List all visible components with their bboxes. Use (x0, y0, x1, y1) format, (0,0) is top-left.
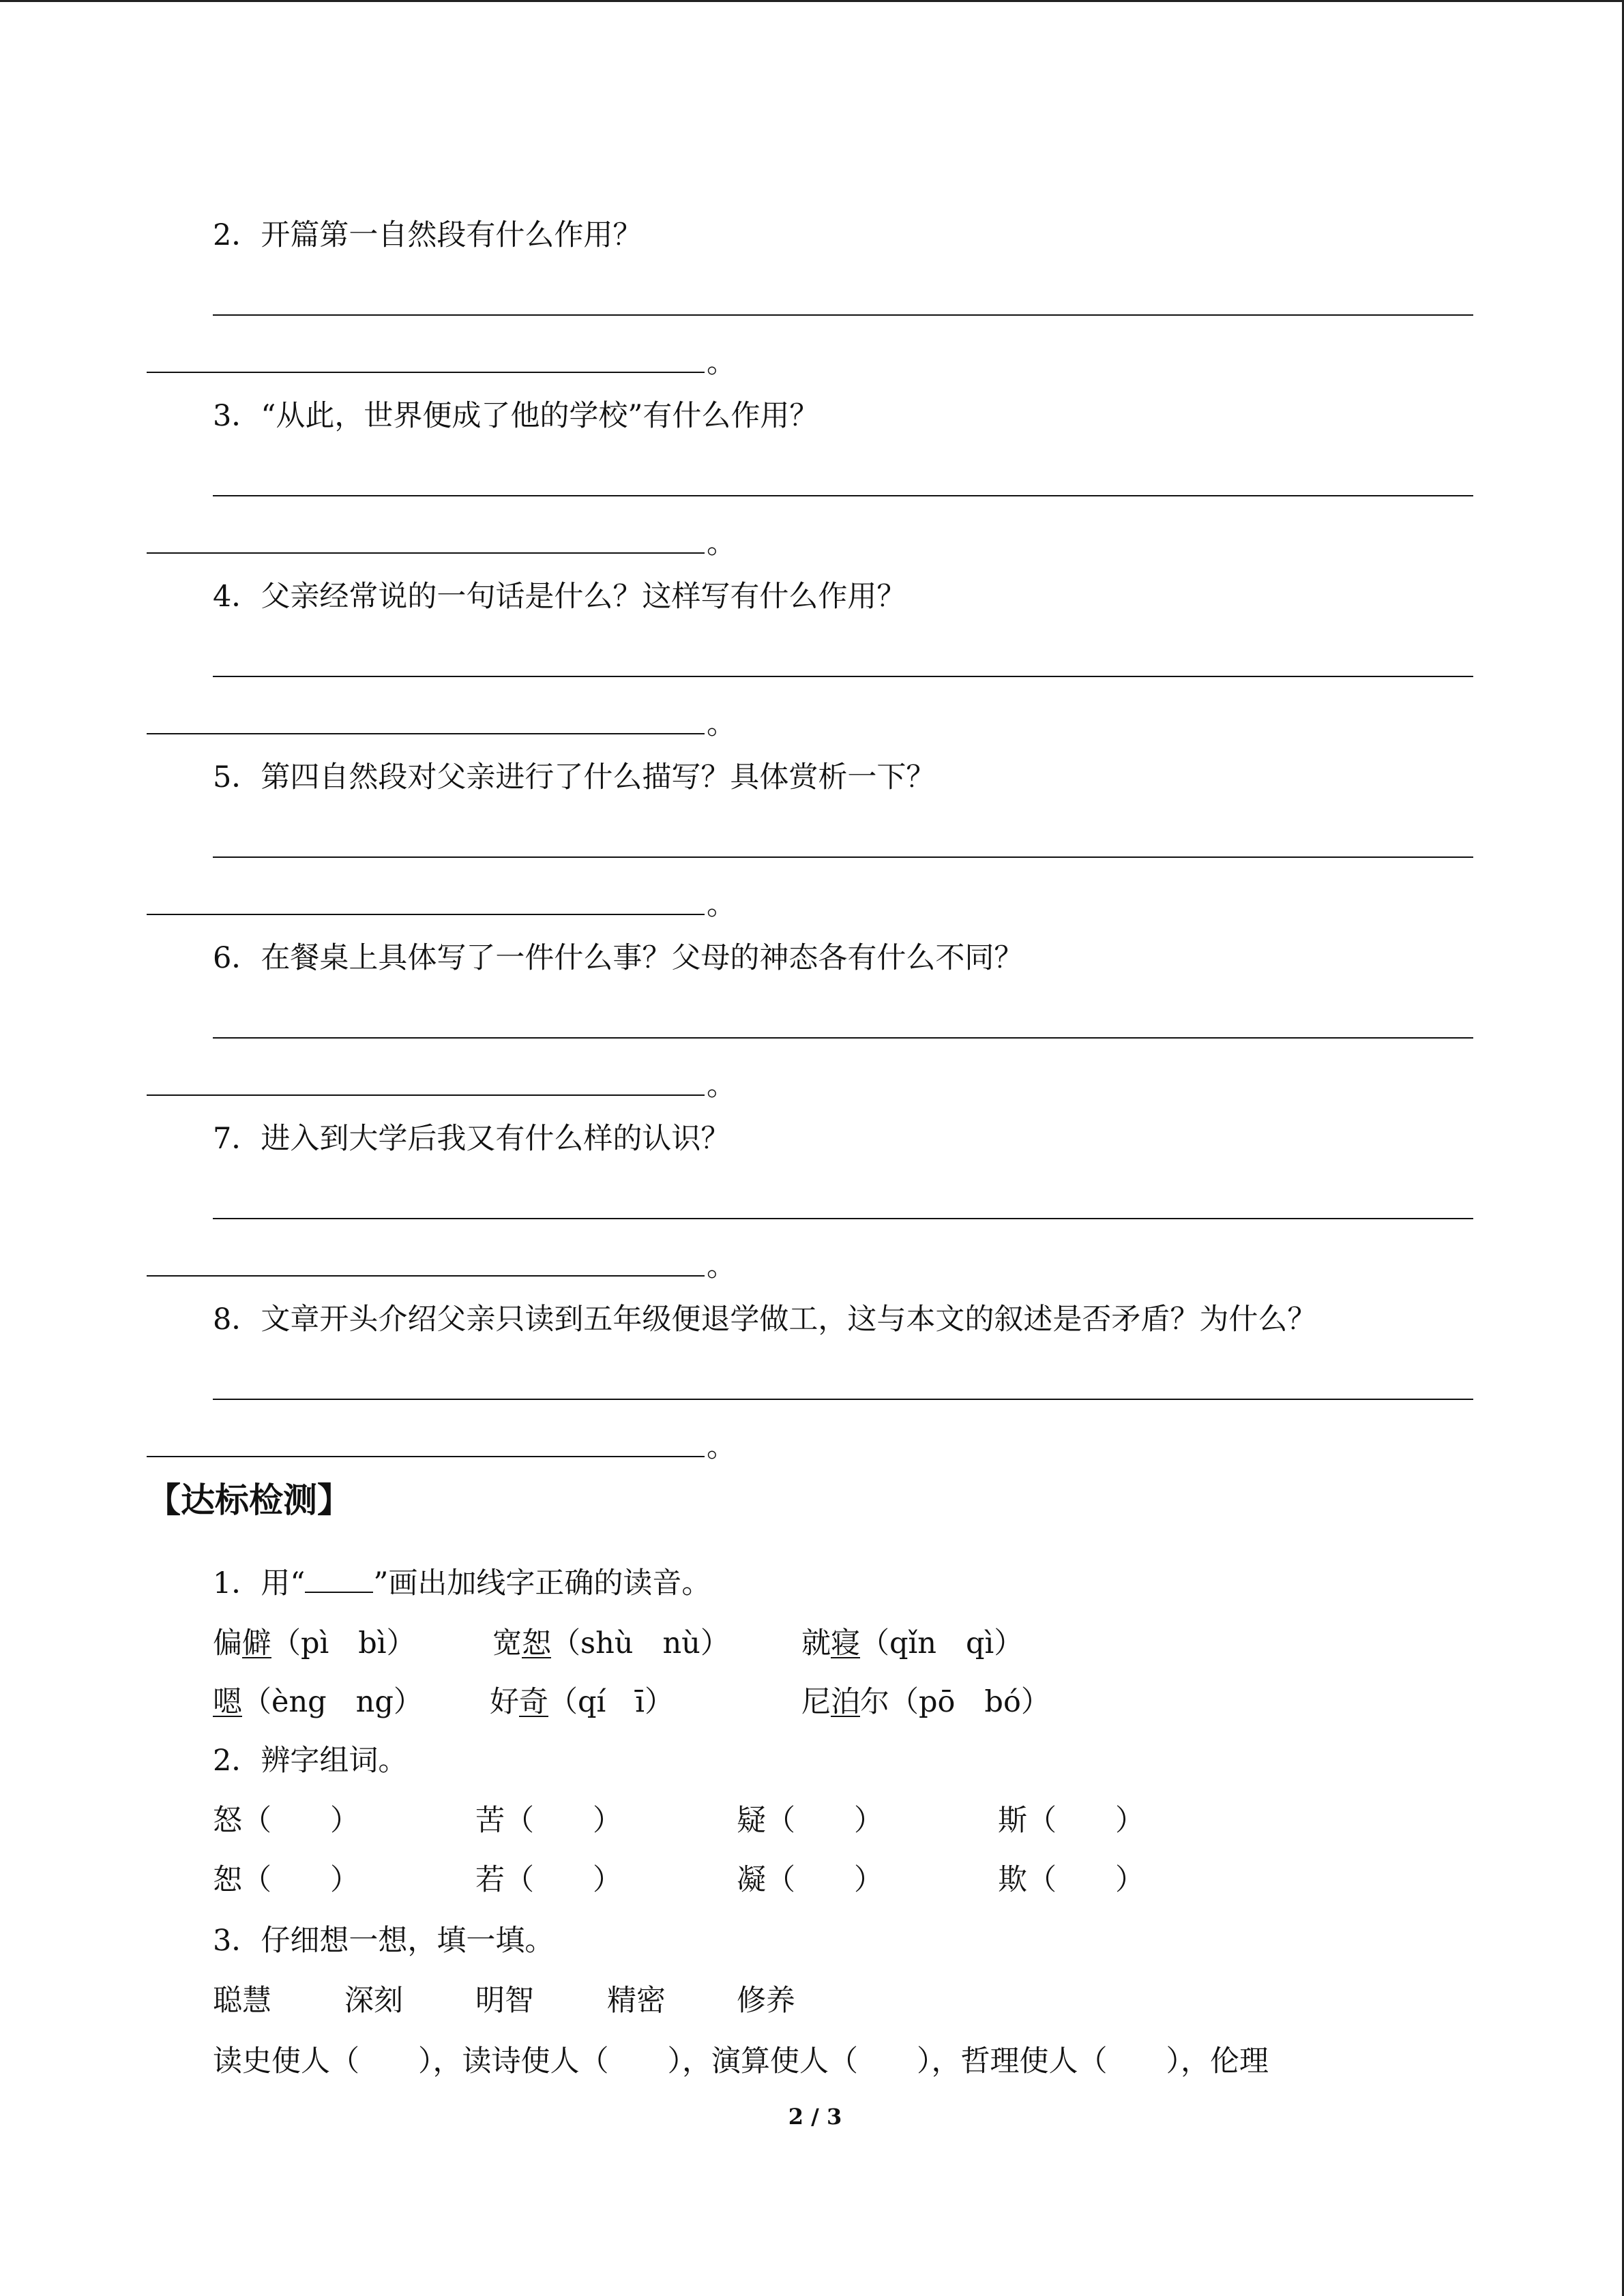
char-underlined: 僻 (242, 1626, 271, 1660)
pinyin-options: （èng ng） (242, 1685, 423, 1719)
task-1-instruction (213, 1563, 711, 1604)
char-underlined: 泊 (831, 1685, 860, 1719)
word-option: 聪慧 (213, 1984, 271, 2018)
char-plain: 宽 (492, 1626, 522, 1660)
period: 。 (707, 526, 736, 561)
period: 。 (707, 346, 736, 380)
period: 。 (707, 707, 736, 741)
section-title: 【达标检测】 (147, 1480, 351, 1520)
answer-line-long[interactable] (213, 676, 1473, 677)
period: 。 (707, 888, 736, 922)
word-blank[interactable]: 凝（ ） (737, 1863, 883, 1897)
pinyin-item[interactable] (801, 1623, 1023, 1664)
pinyin-options: （pì bì） (271, 1626, 416, 1660)
answer-line-long[interactable] (213, 1037, 1473, 1039)
pinyin-item[interactable] (801, 1682, 1050, 1723)
answer-line-short[interactable] (147, 372, 705, 373)
char-plain: 就 (801, 1626, 831, 1660)
pinyin-item[interactable] (213, 1682, 423, 1723)
question-3: 3．“从此，世界便成了他的学校”有什么作用？ (213, 399, 819, 433)
word-option: 精密 (607, 1984, 666, 2018)
period: 。 (707, 1069, 736, 1103)
answer-line-short[interactable] (147, 914, 705, 915)
word-blank[interactable]: 斯（ ） (998, 1804, 1145, 1838)
task-1-prefix: 1．用“ (213, 1566, 306, 1600)
period: 。 (707, 1249, 736, 1283)
pinyin-item[interactable] (213, 1623, 416, 1664)
word-option: 修养 (737, 1984, 795, 2018)
answer-line-long[interactable] (213, 495, 1473, 496)
word-blank[interactable]: 疑（ ） (737, 1804, 883, 1838)
word-blank[interactable]: 苦（ ） (475, 1804, 622, 1838)
char-underlined: 寝 (831, 1626, 860, 1660)
char-plain: 偏 (213, 1626, 242, 1660)
pinyin-item[interactable] (492, 1623, 730, 1664)
task-2-instruction: 2．辨字组词。 (213, 1744, 408, 1778)
char-underlined: 奇 (519, 1685, 548, 1719)
char-underlined: 恕 (522, 1626, 551, 1660)
char-plain: 尼 (801, 1685, 831, 1719)
question-8: 8．文章开头介绍父亲只读到五年级便退学做工，这与本文的叙述是否矛盾？为什么？ (213, 1302, 1317, 1337)
char-underlined: 嗯 (213, 1685, 242, 1719)
period: 。 (707, 1430, 736, 1464)
task-1-suffix: ”画出加线字正确的读音。 (373, 1566, 711, 1600)
pinyin-options: 尔（pō bó） (860, 1685, 1050, 1719)
word-blank[interactable]: 欺（ ） (998, 1863, 1145, 1897)
answer-line-short[interactable] (147, 1094, 705, 1096)
question-5: 5．第四自然段对父亲进行了什么描写？具体赏析一下？ (213, 760, 936, 794)
answer-line-short[interactable] (147, 733, 705, 734)
fill-in-sentence[interactable]: 读史使人（ ），读诗使人（ ），演算使人（ ），哲理使人（ ），伦理 (213, 2044, 1269, 2078)
task-3-instruction: 3．仔细想一想，填一填。 (213, 1924, 555, 1958)
word-blank[interactable]: 恕（ ） (213, 1863, 359, 1897)
question-7: 7．进入到大学后我又有什么样的认识？ (213, 1122, 730, 1156)
answer-line-long[interactable] (213, 314, 1473, 316)
pinyin-options: （shù nù） (551, 1626, 730, 1660)
page-number: 2 / 3 (788, 2104, 842, 2130)
question-2: 2．开篇第一自然段有什么作用？ (213, 218, 643, 252)
answer-line-long[interactable] (213, 1399, 1473, 1400)
page-border-top (0, 0, 1624, 2)
pinyin-item[interactable] (490, 1682, 674, 1723)
word-blank[interactable]: 怒（ ） (213, 1804, 359, 1838)
pinyin-options: （qí ī） (548, 1685, 675, 1719)
char-plain: 好 (490, 1685, 519, 1719)
answer-line-short[interactable] (147, 1456, 705, 1457)
pinyin-options: （qǐn qì） (860, 1626, 1024, 1660)
underline-sample (305, 1566, 373, 1593)
answer-line-short[interactable] (147, 552, 705, 554)
answer-line-long[interactable] (213, 856, 1473, 858)
answer-line-short[interactable] (147, 1275, 705, 1277)
question-6: 6．在餐桌上具体写了一件什么事？父母的神态各有什么不同？ (213, 941, 1024, 975)
question-4: 4．父亲经常说的一句话是什么？这样写有什么作用？ (213, 580, 906, 614)
answer-line-long[interactable] (213, 1218, 1473, 1219)
word-blank[interactable]: 若（ ） (475, 1863, 622, 1897)
word-option: 明智 (475, 1984, 534, 2018)
word-option: 深刻 (344, 1984, 403, 2018)
